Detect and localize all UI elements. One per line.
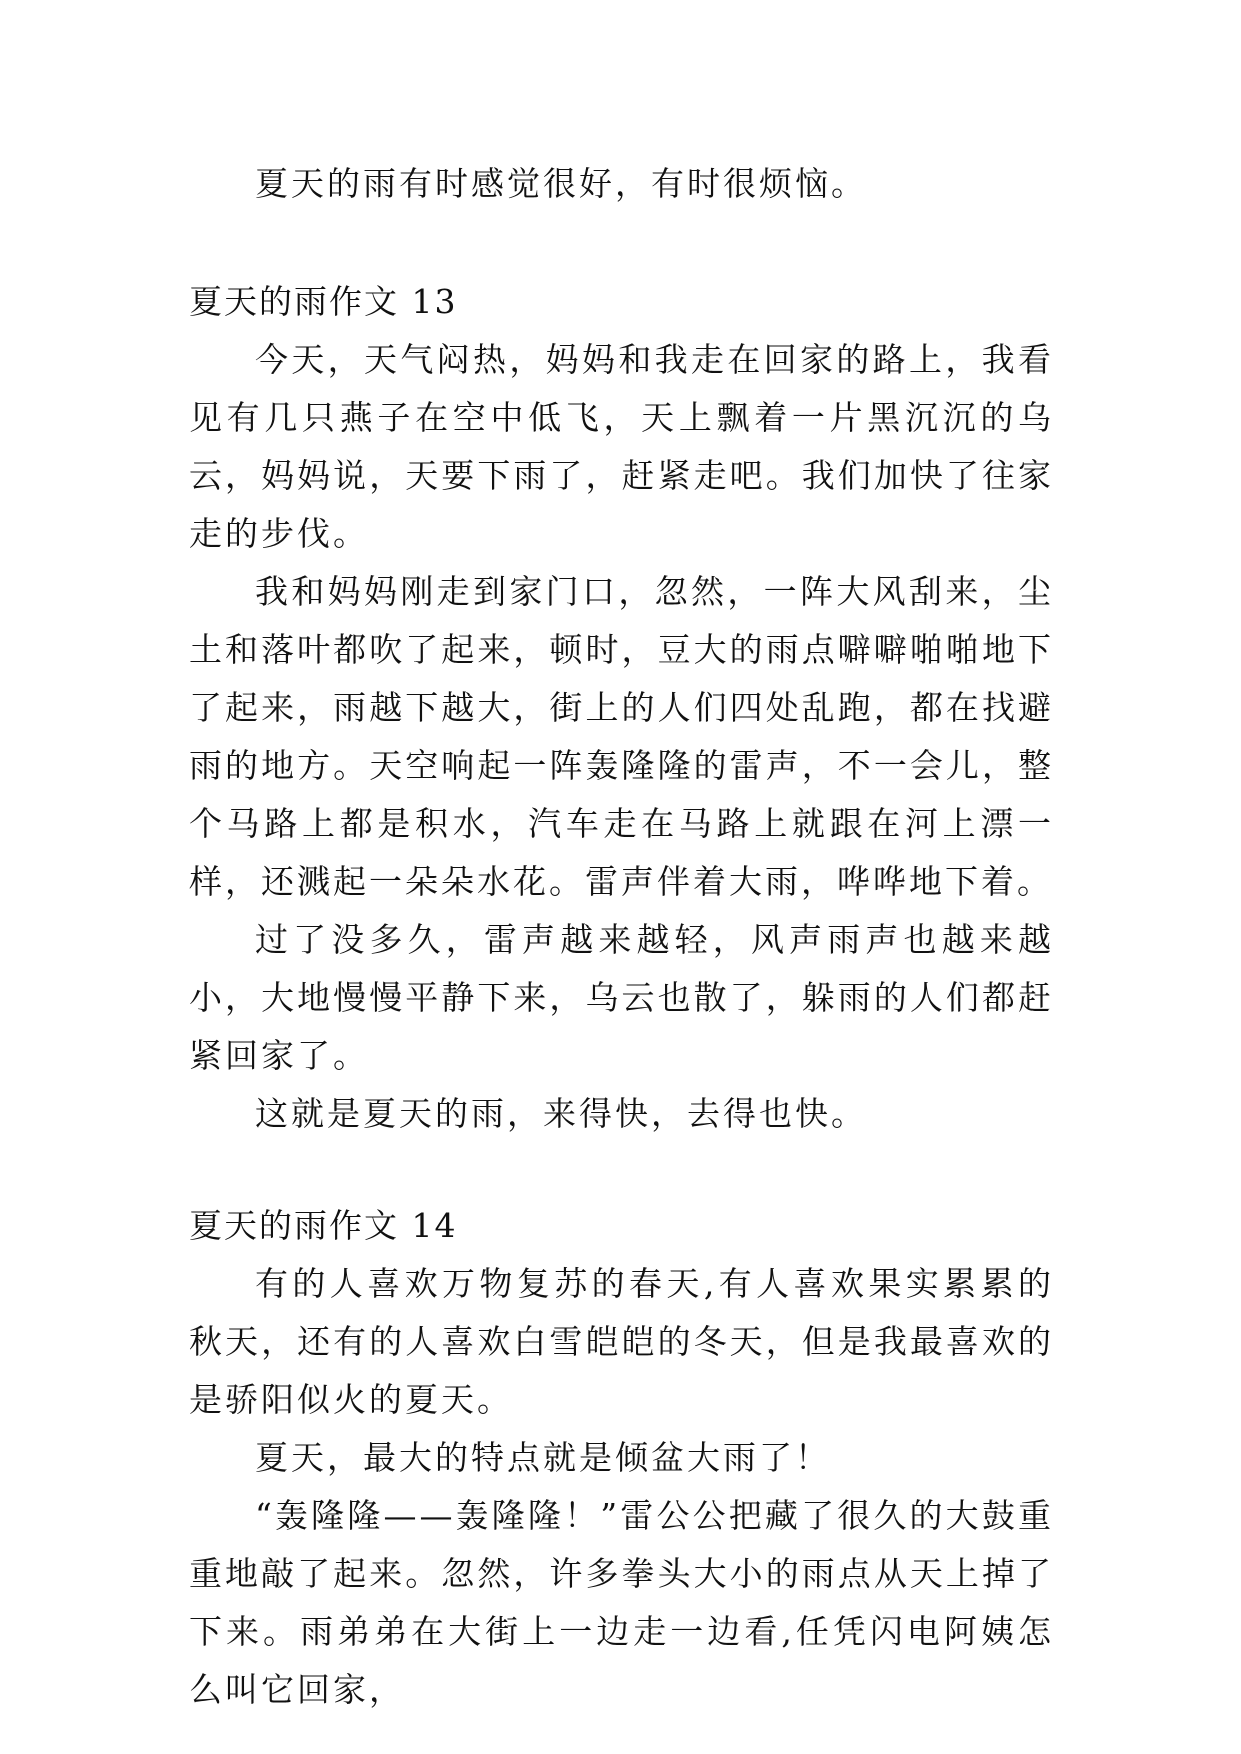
paragraph: 有的人喜欢万物复苏的春天,有人喜欢果实累累的秋天，还有的人喜欢白雪皑皑的冬天，但是我最喜欢的是骄阳似火的夏天。 [189,1264,1054,1419]
intro-paragraph: 夏天的雨有时感觉很好，有时很烦恼。 [255,164,867,203]
paragraph: 今天，天气闷热，妈妈和我走在回家的路上，我看见有几只燕子在空中低飞，天上飘着一片黑沉沉的乌云，妈妈说，天要下雨了，赶紧走吧。我们加快了往家走的步伐。 [189,340,1054,553]
section-spacer [189,1143,1054,1197]
paragraph: 我和妈妈刚走到家门口，忽然，一阵大风刮来，尘土和落叶都吹了起来，顿时，豆大的雨点噼噼啪啪地下了起来，雨越下越大，街上的人们四处乱跑，都在找避雨的地方。天空响起一阵轰隆隆的雷声，不一会儿，整个马路上都是积水，汽车走在马路上就跟在河上漂一样，还溅起一朵朵水花。雷声伴着大雨，哗哗地下着。 [189,572,1054,901]
document-body [189,155,1054,1719]
paragraph: 这就是夏天的雨，来得快，去得也快。 [255,1094,867,1133]
paragraph: 夏天，最大的特点就是倾盆大雨了！ [255,1438,831,1477]
paragraph: 过了没多久，雷声越来越轻，风声雨声也越来越小，大地慢慢平静下来，乌云也散了，躲雨的人们都赶紧回家了。 [189,920,1054,1075]
section-heading-13: 夏天的雨作文 13 [189,282,458,321]
section-heading-14: 夏天的雨作文 14 [189,1206,458,1245]
section-spacer [189,213,1054,273]
paragraph: “轰隆隆——轰隆隆！”雷公公把藏了很久的大鼓重重地敲了起来。忽然，许多拳头大小的雨点从天上掉了下来。雨弟弟在大街上一边走一边看,任凭闪电阿姨怎么叫它回家， [189,1496,1054,1709]
